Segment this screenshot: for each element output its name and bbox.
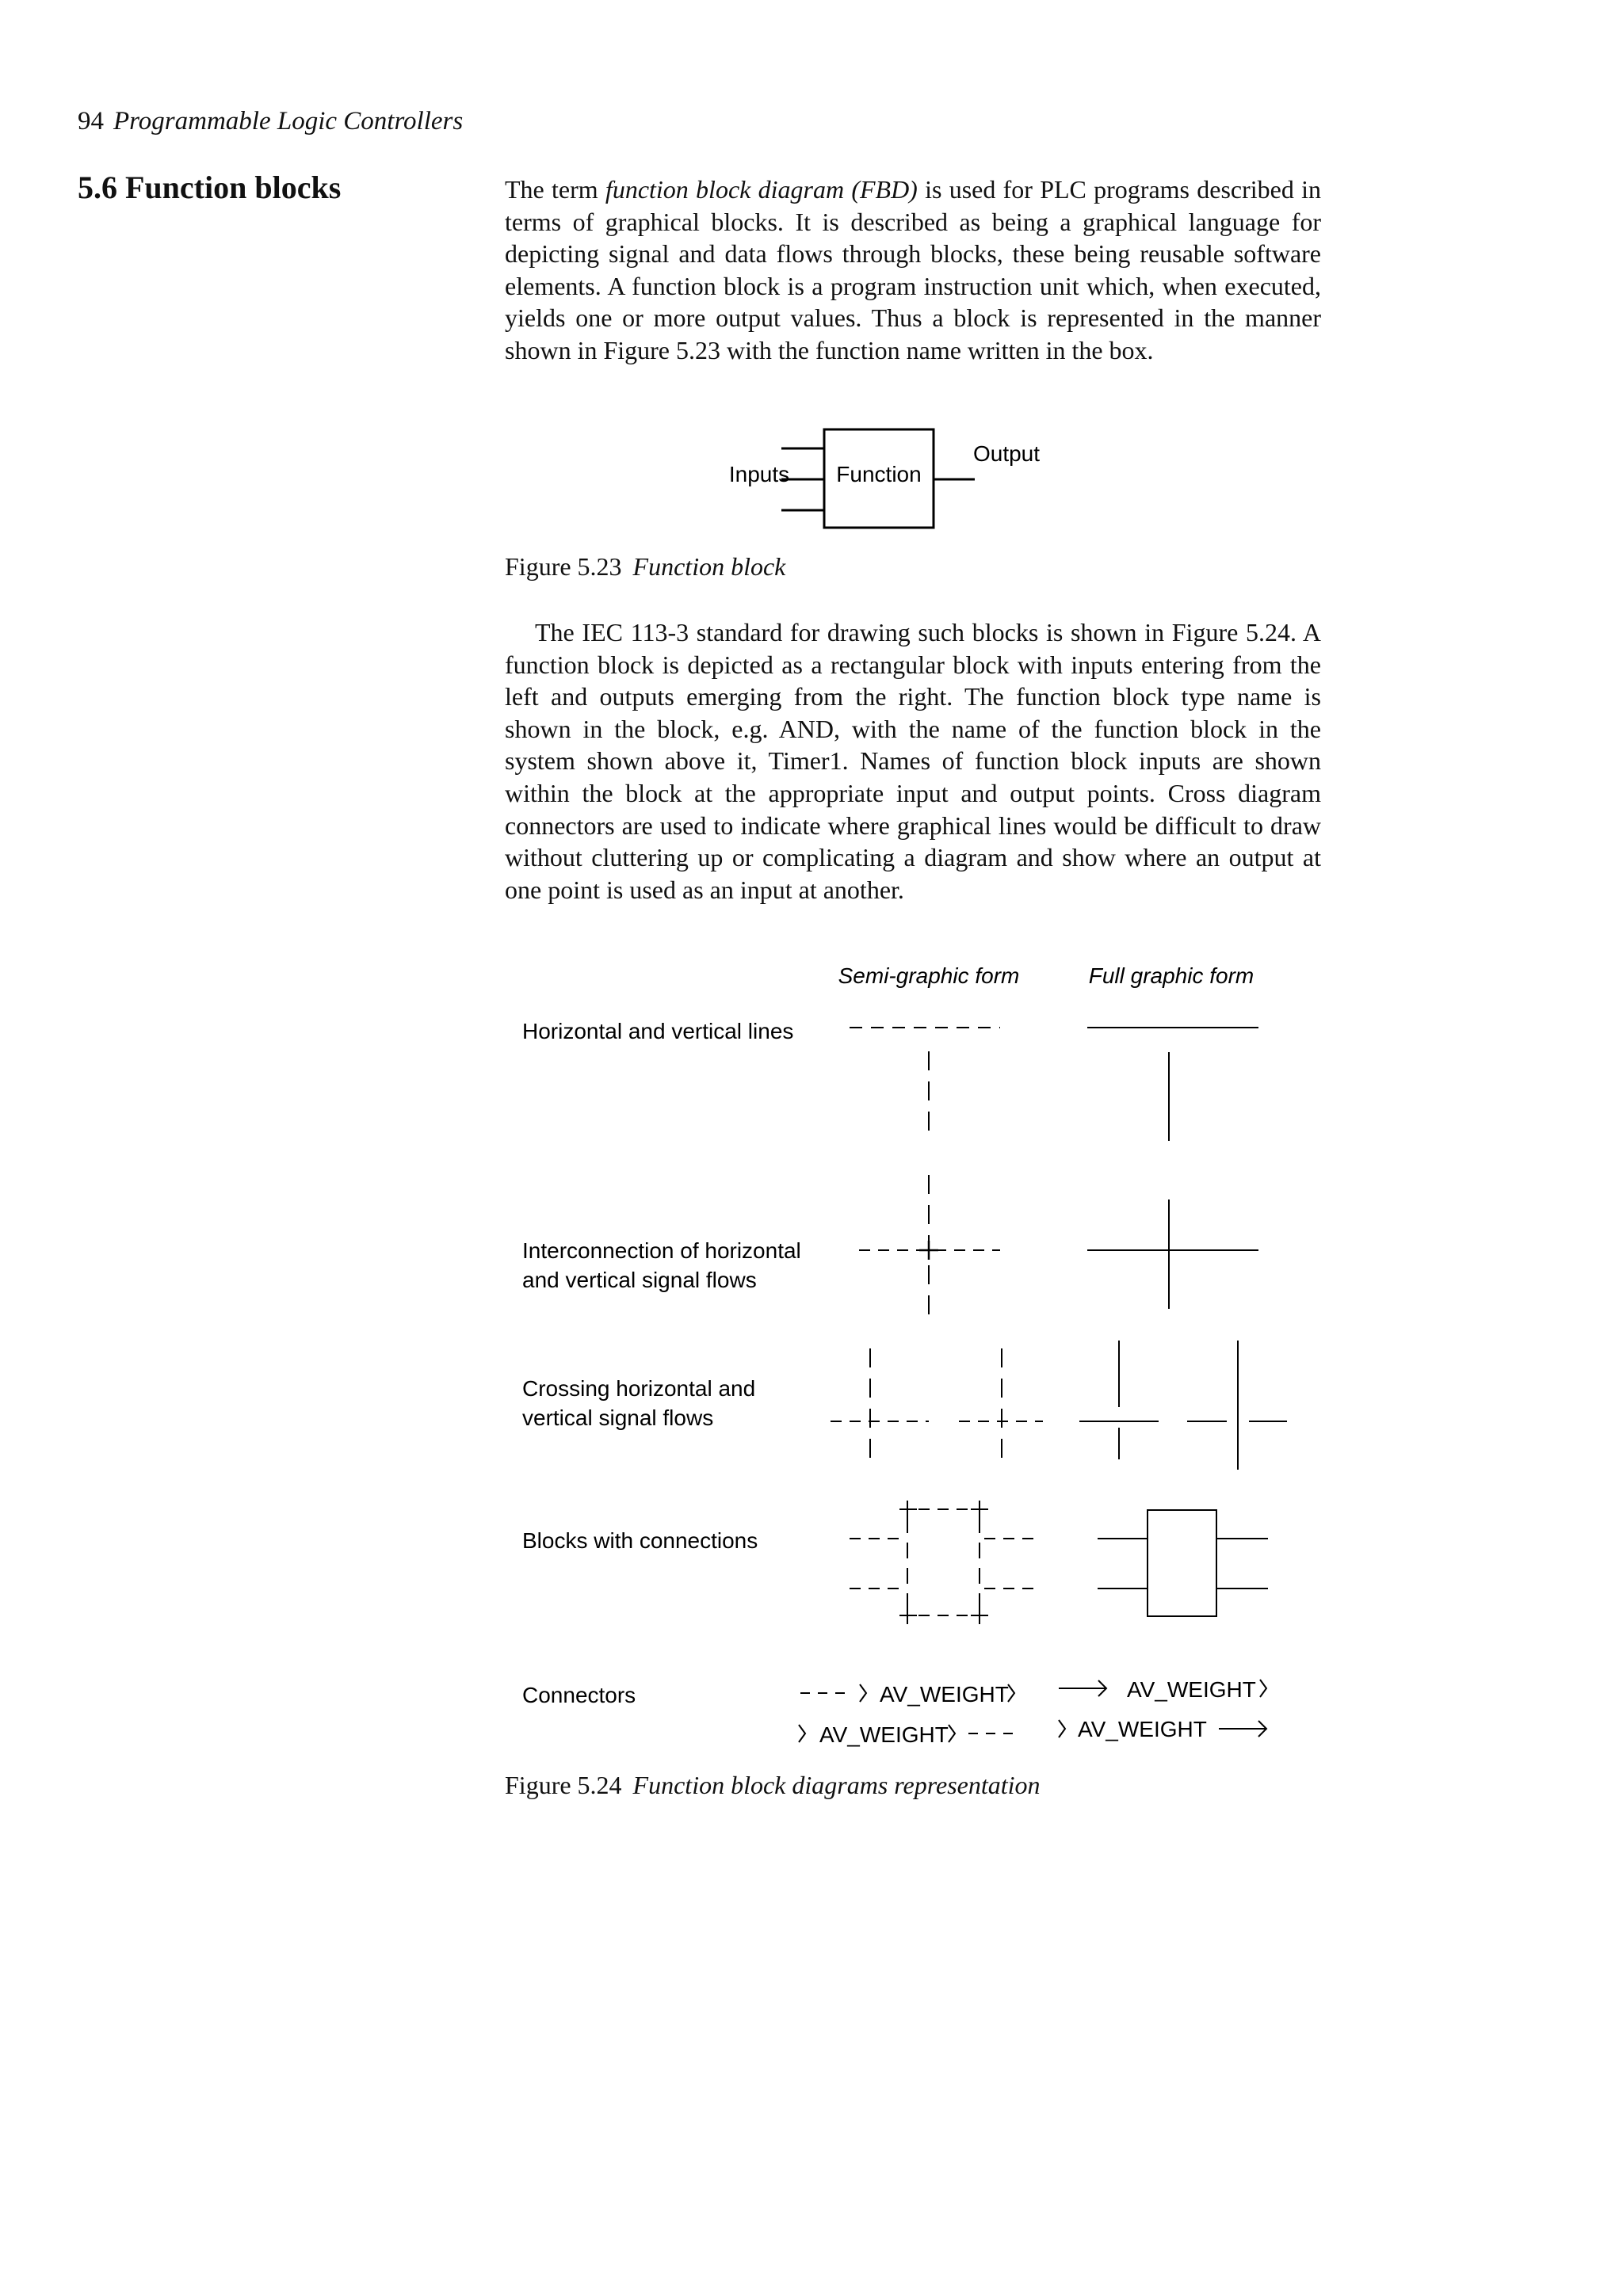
paragraph-lead: The term	[505, 175, 605, 204]
figure-5-24-caption	[505, 1771, 1041, 1800]
row-label-connectors: Connectors	[522, 1683, 636, 1707]
connector-label-full-2: AV_WEIGHT	[1078, 1717, 1207, 1741]
page-number: 94	[78, 107, 104, 135]
row-label-interconnection-1: Interconnection of horizontal	[522, 1238, 801, 1263]
output-label: Output	[972, 441, 1041, 466]
connector-label-full-1: AV_WEIGHT	[1127, 1677, 1256, 1702]
section-heading: 5.6 Function blocks	[78, 170, 342, 205]
row-label-blocks: Blocks with connections	[522, 1528, 758, 1553]
inputs-label: Inputs	[728, 462, 790, 486]
full-block-box	[1148, 1510, 1216, 1616]
full-connector-chevron-1	[1260, 1680, 1266, 1697]
row-label-crossing-2: vertical signal flows	[522, 1405, 714, 1430]
semi-connector-chevron-1b	[1008, 1684, 1014, 1702]
semi-connector-chevron-1a	[860, 1684, 866, 1702]
row-label-interconnection-2: and vertical signal flows	[522, 1268, 757, 1292]
full-connector-chevron-2	[1059, 1720, 1065, 1737]
semi-connector-chevron-2b	[949, 1725, 955, 1742]
row-label-lines: Horizontal and vertical lines	[522, 1019, 794, 1043]
caption-number: Figure 5.23	[505, 552, 622, 581]
header-full-graphic: Full graphic form	[1088, 963, 1254, 988]
connector-label-semi-2: AV_WEIGHT	[819, 1722, 949, 1747]
caption-title: Function block diagrams representation	[632, 1771, 1041, 1799]
connector-label-semi-1: AV_WEIGHT	[880, 1682, 1009, 1707]
caption-number: Figure 5.24	[505, 1771, 622, 1799]
semi-connector-chevron-2a	[799, 1725, 805, 1742]
function-label: Function	[836, 462, 922, 486]
row-label-crossing-1: Crossing horizontal and	[522, 1376, 756, 1401]
paragraph-iec-standard: The IEC 113-3 standard for drawing such blocks is shown in Figure 5.24. A function block is depicted as a rectangular block with inputs entering from the left and outputs emerging from the right. The function block type name is shown in the block, e.g. AND, with the name of the function block in the system shown above it, Timer1. Names of function block inputs are shown within the block at the appropriate input and output points. Cross diagram connectors are used to indicate where graphical lines would be difficult to draw without cluttering up or complicating a diagram and show where an output at one point is used as an input at another.	[505, 618, 1321, 904]
paragraph-term: function block diagram (FBD)	[605, 175, 918, 204]
header-semi-graphic: Semi-graphic form	[838, 963, 1020, 988]
paragraph-rest: is used for PLC programs described in terms of graphical blocks. It is described as being a graphical language for depicting signal and data flows through blocks, these being reusable software elements. A function block is a program instruction unit which, when executed, yields one or more output values. Thus a block is represented in the manner shown in Figure 5.23 with the function name written in the box.	[505, 175, 1322, 364]
book-title: Programmable Logic Controllers	[113, 107, 464, 135]
caption-title: Function block	[632, 552, 786, 581]
